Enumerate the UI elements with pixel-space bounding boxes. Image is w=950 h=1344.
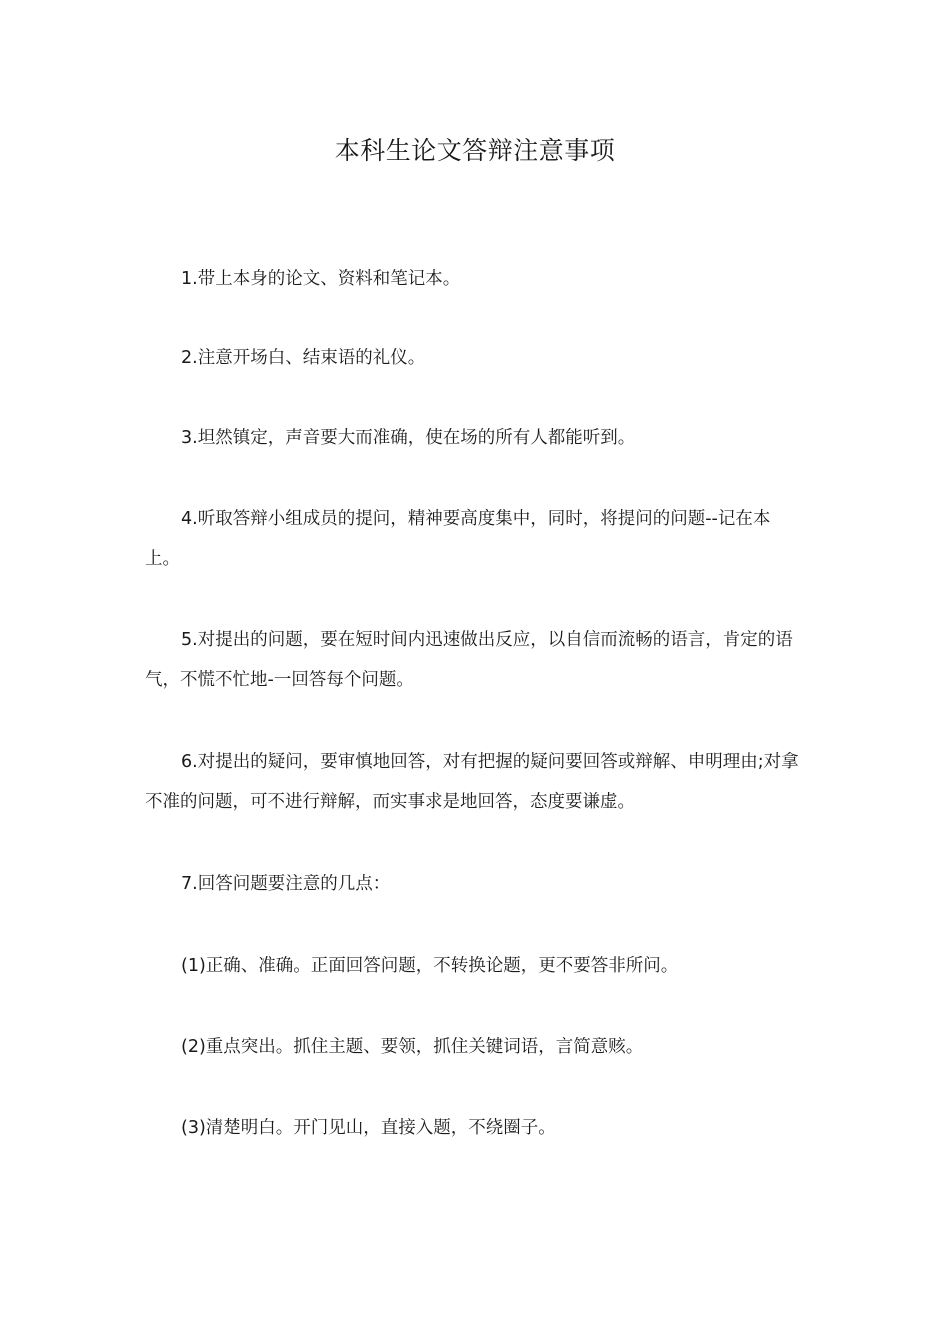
paragraph-9 xyxy=(145,1027,805,1067)
paragraph-text: (3)清楚明白。开门见山，直接入题，不绕圈子。 xyxy=(181,1118,556,1138)
paragraph-text: 7.回答问题要注意的几点： xyxy=(181,874,391,894)
paragraph-6 xyxy=(145,742,805,822)
paragraph-8 xyxy=(145,946,805,986)
paragraph-text: 5.对提出的问题，要在短时间内迅速做出反应，以自信而流畅的语言，肯定的语气，不慌不忙地-一回答每个问题。 xyxy=(145,630,793,690)
paragraph-4 xyxy=(145,499,805,579)
paragraph-10 xyxy=(145,1108,805,1148)
paragraph-text: 3.坦然镇定，声音要大而准确，使在场的所有人都能听到。 xyxy=(181,428,636,448)
paragraph-text: 4.听取答辩小组成员的提问，精神要高度集中，同时，将提问的问题--记在本上。 xyxy=(145,509,771,569)
document-title: 本科生论文答辩注意事项 xyxy=(334,136,616,165)
paragraph-3 xyxy=(145,418,805,458)
paragraph-1 xyxy=(145,259,805,299)
paragraph-2 xyxy=(145,338,805,378)
paragraph-text: (1)正确、准确。正面回答问题，不转换论题，更不要答非所问。 xyxy=(181,956,679,976)
paragraph-text: 2.注意开场白、结束语的礼仪。 xyxy=(181,348,426,368)
paragraph-5 xyxy=(145,620,805,700)
paragraph-text: 6.对提出的疑问，要审慎地回答，对有把握的疑问要回答或辩解、申明理由;对拿不准的问题，可不进行辩解，而实事求是地回答，态度要谦虚。 xyxy=(145,752,799,812)
paragraph-text: (2)重点突出。抓住主题、要领，抓住关键词语，言简意赅。 xyxy=(181,1037,644,1057)
paragraph-7 xyxy=(145,864,805,904)
paragraph-text: 1.带上本身的论文、资料和笔记本。 xyxy=(181,269,461,289)
